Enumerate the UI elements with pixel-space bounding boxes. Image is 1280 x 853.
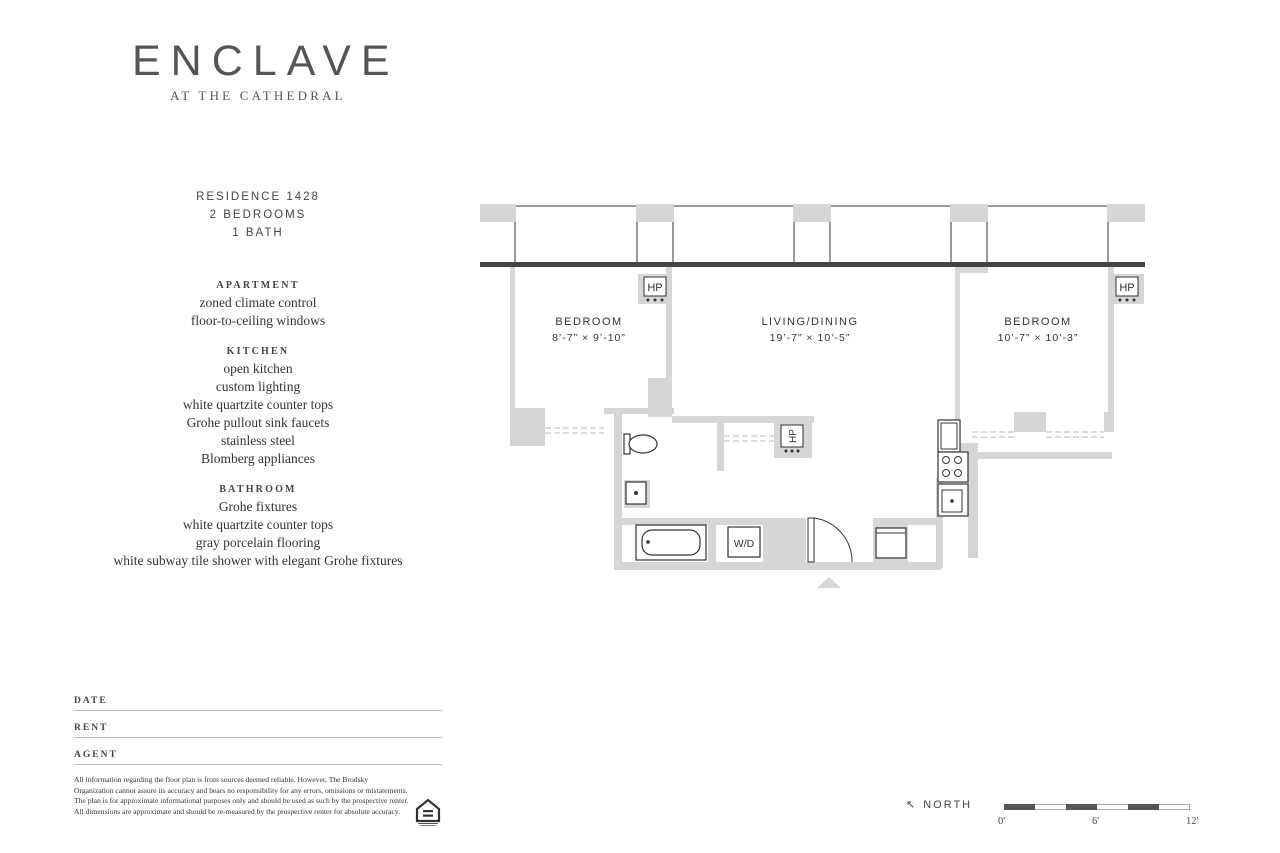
north-arrow-icon: ↖	[906, 799, 918, 811]
brand-name: ENCLAVE	[132, 37, 400, 85]
feature-section-apartment	[80, 280, 436, 330]
sink-icon	[624, 480, 650, 508]
feature-section-bathroom	[80, 484, 436, 570]
residence-title: RESIDENCE 1428	[196, 191, 320, 203]
room-bedroom-1-label: BEDROOM	[555, 316, 623, 328]
rent-label: RENT	[74, 723, 109, 733]
feature-item: Blomberg appliances	[200, 451, 316, 466]
heat-pump-left	[638, 274, 672, 304]
disclaimer-text: All information regarding the floor plan is from sources deemed reliable. However, The Brodsky Organization cannot assure its accuracy and bears no responsibility for any errors, omissions or mistatements. The plan is for approximate informational purposes only and should be used as such by the prospective renter. All dimensions are approximate and should be re-measured by the prospective renter for absolute accuracy.	[74, 775, 409, 816]
kitchen-sink-icon	[938, 484, 968, 516]
feature-section-kitchen	[80, 346, 436, 468]
entry-door-icon	[808, 518, 852, 588]
north-indicator	[906, 798, 972, 811]
date-label: DATE	[74, 696, 108, 706]
window-wall	[480, 262, 1145, 267]
dishwasher-icon	[876, 528, 906, 558]
residence-baths: 1 BATH	[232, 227, 284, 239]
features-list	[80, 280, 436, 586]
bathtub-icon	[636, 525, 706, 560]
room-bedroom-2-label: BEDROOM	[1004, 316, 1072, 328]
feature-item: custom lighting	[215, 379, 301, 394]
room-living-dims: 19’-7” × 10’-5”	[769, 332, 851, 344]
hp-label: HP	[647, 282, 663, 294]
rent-field[interactable]	[74, 711, 442, 738]
scale-label-6: 6'	[1092, 816, 1100, 827]
room-bedroom-2-dims: 10’-7” × 10’-3”	[997, 332, 1079, 344]
heat-pump-center	[774, 418, 812, 458]
stove-icon	[938, 452, 968, 482]
feature-item: zoned climate control	[199, 295, 317, 310]
feature-item: white subway tile shower with elegant Grohe fixtures	[113, 553, 403, 568]
equal-housing-icon	[414, 797, 442, 827]
section-title: KITCHEN	[226, 346, 290, 357]
toilet-icon	[624, 434, 657, 454]
section-title: BATHROOM	[219, 484, 297, 495]
feature-item: Grohe fixtures	[218, 499, 298, 514]
form-fields	[74, 684, 442, 765]
brand-subtitle: AT THE CATHEDRAL	[170, 88, 346, 103]
date-field[interactable]	[74, 684, 442, 711]
wd-label: W/D	[733, 538, 755, 550]
feature-item: white quartzite counter tops	[182, 517, 334, 532]
floor-plan	[478, 200, 1148, 595]
hp-label: HP	[1119, 282, 1135, 294]
feature-item: Grohe pullout sink faucets	[186, 415, 330, 430]
fridge-icon	[938, 420, 960, 452]
residence-info	[158, 188, 358, 242]
scale-label-12: 12'	[1186, 816, 1199, 827]
washer-dryer-icon	[728, 527, 760, 557]
feature-item: floor-to-ceiling windows	[190, 313, 326, 328]
room-bedroom-1-dims: 8’-7” × 9’-10”	[552, 332, 626, 344]
heat-pump-right	[1110, 274, 1144, 304]
residence-bedrooms: 2 BEDROOMS	[209, 209, 307, 221]
feature-item: open kitchen	[223, 361, 293, 376]
section-title: APARTMENT	[216, 280, 300, 291]
brand-logo	[132, 37, 400, 104]
feature-item: stainless steel	[221, 433, 295, 448]
hp-label: HP	[788, 429, 799, 443]
room-living-label: LIVING/DINING	[761, 316, 859, 328]
scale-bar	[1004, 804, 1190, 810]
scale-label-0: 0'	[998, 816, 1006, 827]
feature-item: white quartzite counter tops	[182, 397, 334, 412]
feature-item: gray porcelain flooring	[195, 535, 321, 550]
agent-field[interactable]	[74, 738, 442, 765]
window-mullions	[480, 204, 1145, 222]
north-label: NORTH	[923, 799, 973, 811]
agent-label: AGENT	[74, 750, 118, 760]
